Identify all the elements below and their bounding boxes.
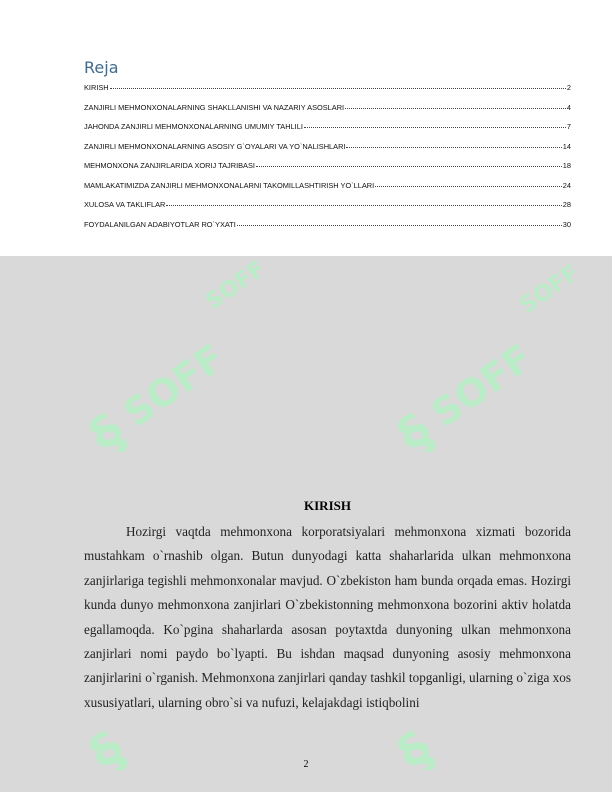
toc-leader (346, 147, 561, 148)
toc-entry[interactable] (84, 103, 571, 123)
toc-entry-page: 30 (562, 219, 571, 229)
toc-entry-page: 7 (566, 122, 571, 131)
table-of-contents (84, 83, 571, 239)
svg-text:SOFF: SOFF (515, 259, 585, 319)
svg-text:SOFF: SOFF (115, 342, 233, 436)
toc-leader (110, 88, 566, 89)
toc-entry[interactable] (84, 142, 571, 162)
document-body (84, 498, 571, 715)
svg-text:§: § (387, 719, 446, 770)
toc-entry-page: 2 (566, 83, 571, 92)
toc-entry-page: 4 (566, 102, 571, 112)
toc-entry-text: FOYDALANILGAN ADABIYOTLAR RO`YXATI (84, 219, 236, 229)
svg-text:SOFF: SOFF (423, 342, 541, 436)
toc-entry-page: 14 (562, 141, 571, 151)
toc-entry[interactable] (84, 161, 571, 181)
svg-text:§: § (79, 719, 138, 770)
toc-entry-page: 24 (562, 180, 571, 190)
toc-leader (166, 205, 561, 206)
svg-text:SOFF: SOFF (201, 255, 271, 315)
toc-entry-text: MAMLAKATIMIZDA ZANJIRLI MEHMONXONALARNI TAKOMILLASHTIRISH YO`LLARI (84, 180, 375, 190)
toc-entry[interactable] (84, 181, 571, 201)
toc-entry-page: 28 (562, 200, 571, 209)
soff-watermark-logo (386, 342, 546, 452)
toc-entry-text: ZANJIRLI MEHMONXONALARNING ASOSIY G`OYALARI VA YO`NALISHLARI (84, 141, 346, 151)
toc-entry-page: 18 (562, 161, 571, 170)
svg-text:§: § (387, 401, 446, 452)
toc-leader (304, 127, 566, 128)
soff-watermark-logo (186, 252, 276, 322)
toc-entry-text: JAHONDA ZANJIRLI MEHMONXONALARNING UMUMIY TAHLILI (84, 122, 303, 131)
toc-leader (237, 225, 562, 226)
toc-entry[interactable] (84, 122, 571, 142)
body-paragraph: Hozirgi vaqtda mehmonxona korporatsiyalari mehmonxona xizmati bozorida mustahkam o`rnashib olgan. Butun dunyodagi katta shaharlarida ulkan mehmonxona zanjirlariga tegishli mehmonxonalar mavjud. O`zbekiston ham bunda orqada emas. Hozirgi kunda dunyo mehmonxona zanjirlari O`zbekistonning mehmonxona bozorini aktiv holatda egallamoqda. Ko`pgina shaharlarda asosan poytaxtda dunyoning ulkan mehmonxona zanjirlari nomi paydo bo`lyapti. Bu ishdan maqsad dunyoning asosiy mehmonxona zanjirlarini o`rganish. Mehmonxona zanjirlari qanday tashkil topganligi, ularning o`ziga xos xususiyatlari, ularning obro`si va nufuzi, kelajakdagi istiqbolini (84, 524, 571, 710)
toc-entry-text: MEHMONXONA ZANJIRLARIDA XORIJ TAJRIBASI (84, 161, 255, 170)
svg-text:§: § (79, 401, 138, 452)
toc-entry[interactable] (84, 200, 571, 220)
page-number: 2 (303, 759, 309, 770)
soff-watermark-logo (78, 342, 238, 452)
toc-leader (345, 108, 566, 109)
section-heading: KIRISH (304, 498, 351, 513)
toc-entry[interactable] (84, 220, 571, 240)
soff-watermark-logo (500, 256, 590, 326)
toc-leader (375, 186, 562, 187)
toc-leader (256, 166, 562, 167)
toc-entry-text: XULOSA VA TAKLIFLAR (84, 200, 166, 209)
toc-title: Reja (84, 58, 119, 77)
toc-entry-text: ZANJIRLI MEHMONXONALARNING SHAKLLANISHI VA NAZARIY ASOSLARI (84, 102, 345, 112)
toc-entry-text: KIRISH (84, 83, 109, 92)
toc-entry[interactable] (84, 83, 571, 103)
